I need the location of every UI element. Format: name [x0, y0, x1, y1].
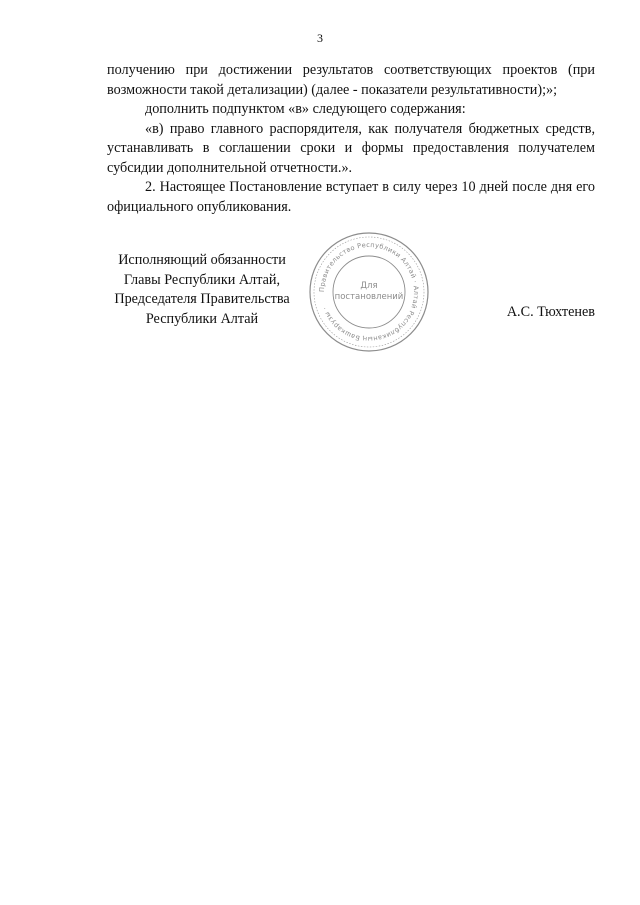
page-number: 3: [317, 31, 323, 45]
signatory-title: [107, 251, 297, 329]
signatory-title-line: Главы Республики Алтай,: [123, 271, 281, 288]
signatory-title-line: Председателя Правительства: [114, 291, 290, 307]
official-seal-stamp: [307, 230, 431, 354]
seal-ring-text: Правительство Республики Алтай · Алтай Республиканың Башкарузы ·: [317, 240, 421, 344]
seal-center-line: Для: [360, 281, 378, 291]
signatory-name: А.С. Тюхтенев: [506, 304, 595, 320]
paragraph-amendment-intro: дополнить подпунктом «в» следующего содержания:: [145, 101, 466, 117]
seal-center-line: постановлений: [334, 292, 404, 302]
signatory-title-line: Республики Алтай: [145, 310, 259, 327]
paragraph-entry-into-force: 2. Настоящее Постановление вступает в силу через 10 дней после дня его официального опубликования.: [107, 179, 595, 215]
paragraph-continuation: получению при достижении результатов соответствующих проектов (при возможности такой детализации) (далее - показатели результативности);»;: [107, 62, 595, 98]
paragraph-subpoint-v: «в) право главного распорядителя, как получателя бюджетных средств, устанавливать в соглашении сроки и формы предоставления получателем субсидии дополнительной отчетности.».: [107, 120, 595, 176]
document-body: [107, 61, 595, 217]
signatory-title-line: Исполняющий обязанности: [118, 252, 286, 268]
